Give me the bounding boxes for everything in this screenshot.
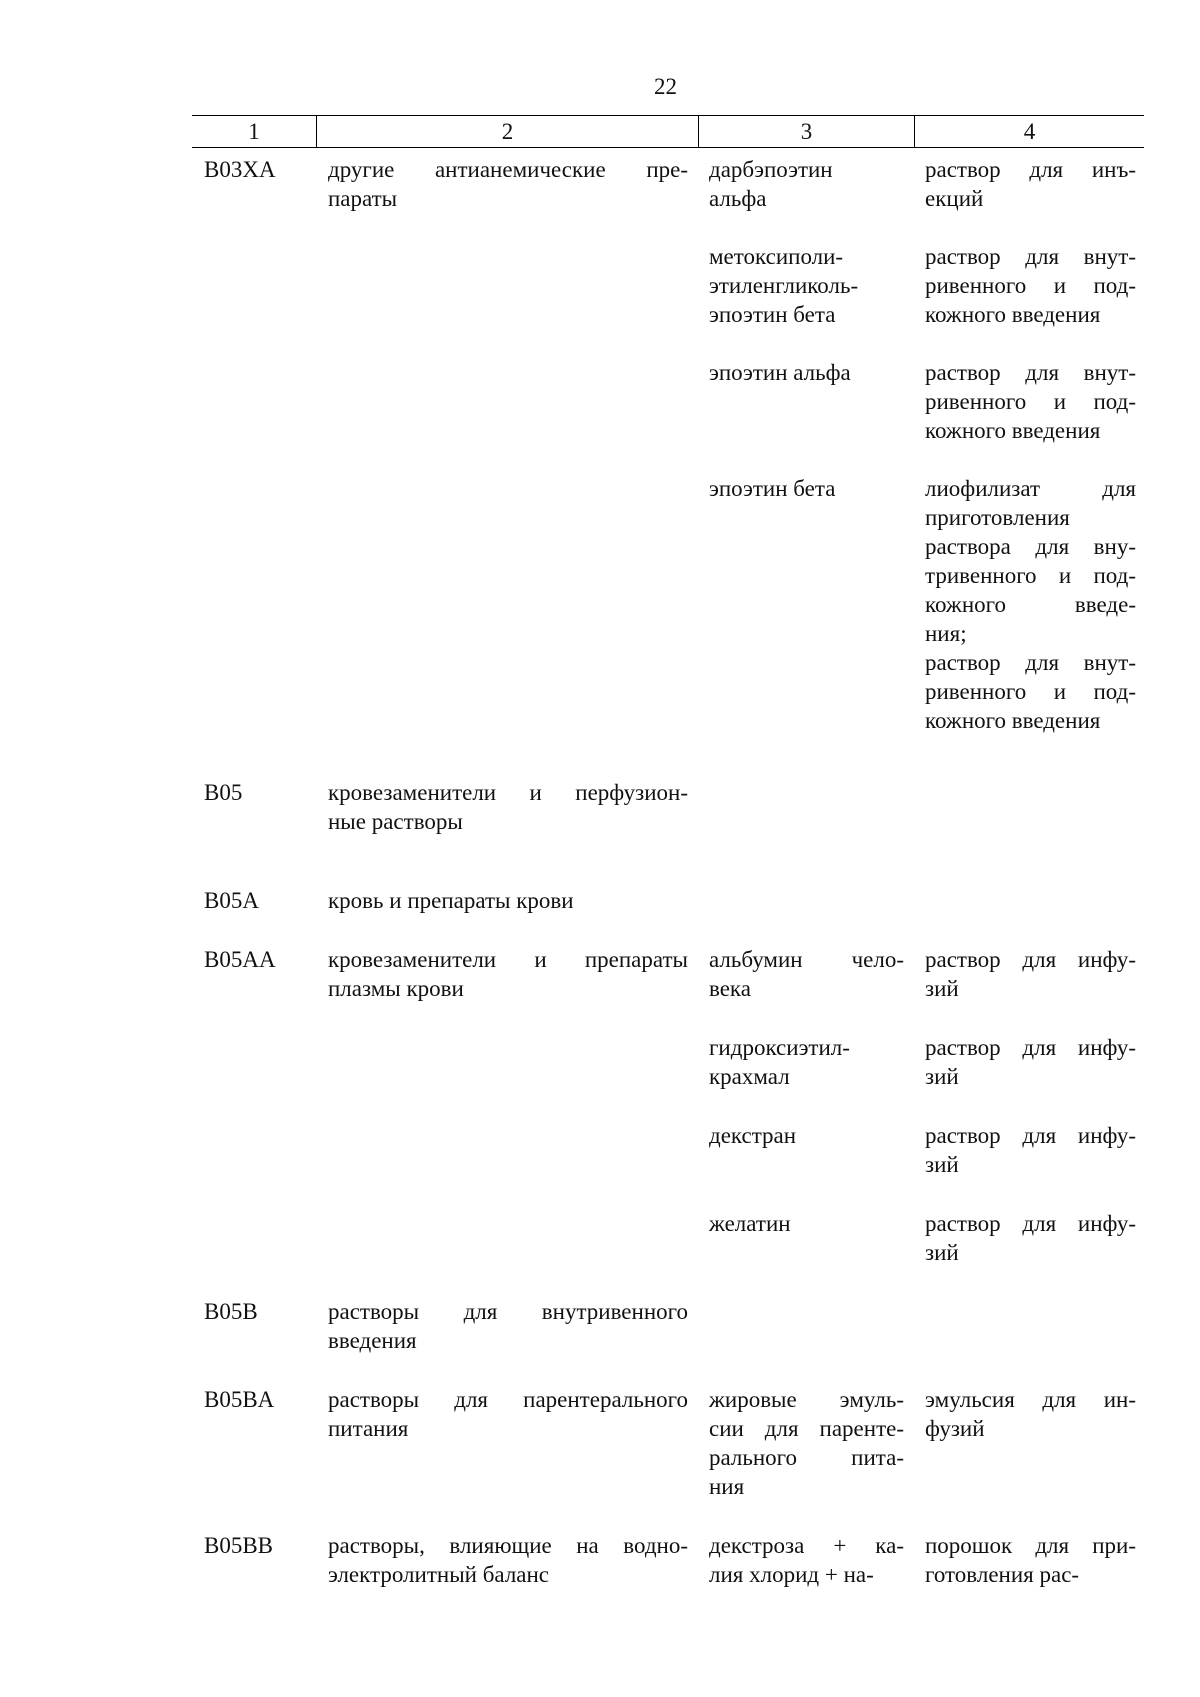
text-line: зий <box>925 1152 959 1177</box>
text-line: приготовления <box>925 505 1070 530</box>
text-line: кожного введе- <box>925 592 1136 617</box>
text-line: крахмал <box>709 1064 790 1089</box>
text-line: метоксиполи- <box>709 244 844 269</box>
text-line: дарбэпоэтин <box>709 157 833 182</box>
drug-name <box>698 1033 914 1091</box>
group-name <box>316 1385 698 1501</box>
text-line: эпоэтин бета <box>709 476 836 501</box>
drug-entry <box>698 945 1144 1003</box>
drug-entry <box>698 242 1144 329</box>
text-line: жировые эмуль- <box>709 1387 904 1412</box>
header-cell-1: 1 <box>248 119 260 144</box>
text-line: плазмы крови <box>328 976 464 1001</box>
text-line: раствор для внут- <box>925 244 1136 269</box>
dosage-form <box>914 474 1144 735</box>
text-line: екций <box>925 186 984 211</box>
drug-name <box>698 1121 914 1179</box>
text-line: фузий <box>925 1416 985 1441</box>
atc-code: B05AA <box>204 947 276 972</box>
atc-code: B05A <box>204 888 259 913</box>
text-line: кожного введения <box>925 418 1101 443</box>
drug-name <box>698 358 914 445</box>
text-line: ния; <box>925 621 967 646</box>
drug-name <box>698 155 914 213</box>
drug-entry <box>698 1385 1144 1501</box>
page-number: 22 <box>654 74 677 99</box>
drug-entry <box>698 1209 1144 1267</box>
drug-name <box>698 1209 914 1267</box>
atc-code: B03XA <box>204 157 276 182</box>
text-line: другие антианемические пре- <box>328 157 688 182</box>
drug-entry <box>698 1033 1144 1091</box>
atc-code: B05 <box>204 780 243 805</box>
text-line: ривенного и под- <box>925 389 1136 414</box>
text-line: эпоэтин бета <box>709 302 836 327</box>
drug-entry <box>698 1121 1144 1179</box>
drug-entries <box>698 1531 1144 1589</box>
group-name <box>316 778 698 836</box>
header-cell-3: 3 <box>698 116 914 147</box>
group-name <box>316 155 698 735</box>
text-line: параты <box>328 186 398 211</box>
text-line: кожного введения <box>925 302 1101 327</box>
drug-entry <box>698 474 1144 735</box>
text-line: ные растворы <box>328 809 463 834</box>
group-name <box>316 1531 698 1589</box>
atc-code: B05BB <box>204 1533 274 1558</box>
text-line: растворы для парентерального <box>328 1387 688 1412</box>
text-line: кровь и препараты крови <box>328 888 574 913</box>
table-row <box>192 1531 1144 1589</box>
drug-entries <box>698 1385 1144 1501</box>
text-line: зий <box>925 976 959 1001</box>
text-line: раствор для инфу- <box>925 1123 1136 1148</box>
text-line: сии для паренте- <box>709 1416 904 1441</box>
text-line: гидроксиэтил- <box>709 1035 850 1060</box>
dosage-form <box>914 1385 1144 1501</box>
drug-entry <box>698 155 1144 213</box>
drug-name <box>698 1531 914 1589</box>
table-row <box>192 155 1144 735</box>
text-line: растворы, влияющие на водно- <box>328 1533 688 1558</box>
text-line: этиленгликоль- <box>709 273 859 298</box>
text-line: рального пита- <box>709 1445 904 1470</box>
group-name <box>316 1297 698 1355</box>
text-line: кровезаменители и перфузион- <box>328 780 688 805</box>
text-line: альфа <box>709 186 767 211</box>
text-line: готовления рас- <box>925 1562 1080 1587</box>
dosage-form <box>914 945 1144 1003</box>
drug-name <box>698 242 914 329</box>
drug-entry <box>698 358 1144 445</box>
table-header <box>192 115 1144 148</box>
table-body <box>192 148 1144 1589</box>
dosage-form <box>914 242 1144 329</box>
text-line: ривенного и под- <box>925 679 1136 704</box>
text-line: эмульсия для ин- <box>925 1387 1136 1412</box>
text-line: эпоэтин альфа <box>709 360 851 385</box>
drug-entries <box>698 945 1144 1267</box>
group-name <box>316 886 698 915</box>
text-line: электролитный баланс <box>328 1562 550 1587</box>
text-line: введения <box>328 1328 417 1353</box>
text-line: зий <box>925 1240 959 1265</box>
dosage-form <box>914 1121 1144 1179</box>
dosage-form <box>914 155 1144 213</box>
group-name <box>316 945 698 1267</box>
text-line: кожного введения <box>925 708 1101 733</box>
drug-entries <box>698 155 1144 735</box>
text-line: тривенного и под- <box>925 563 1136 588</box>
text-line: зий <box>925 1064 959 1089</box>
table-row <box>192 1297 1144 1355</box>
table-row <box>192 886 1144 915</box>
drug-name <box>698 474 914 735</box>
text-line: раствор для инфу- <box>925 1035 1136 1060</box>
text-line: желатин <box>709 1211 791 1236</box>
dosage-form <box>914 1033 1144 1091</box>
text-line: питания <box>328 1416 409 1441</box>
document-table <box>192 115 1144 1589</box>
atc-code: B05B <box>204 1299 258 1324</box>
table-row <box>192 1385 1144 1501</box>
text-line: раствор для внут- <box>925 650 1136 675</box>
atc-code: B05BA <box>204 1387 275 1412</box>
text-line: декстроза + ка- <box>709 1533 904 1558</box>
table-row <box>192 778 1144 836</box>
text-line: декстран <box>709 1123 797 1148</box>
header-cell-2: 2 <box>316 116 698 147</box>
text-line: растворы для внутривенного <box>328 1299 688 1324</box>
drug-name <box>698 945 914 1003</box>
text-line: века <box>709 976 751 1001</box>
dosage-form <box>914 1209 1144 1267</box>
text-line: ривенного и под- <box>925 273 1136 298</box>
text-line: раствор для инфу- <box>925 1211 1136 1236</box>
text-line: кровезаменители и препараты <box>328 947 688 972</box>
text-line: раствор для инфу- <box>925 947 1136 972</box>
text-line: раствора для вну- <box>925 534 1136 559</box>
dosage-form <box>914 358 1144 445</box>
text-line: лиофилизат для <box>925 476 1136 501</box>
text-line: альбумин чело- <box>709 947 904 972</box>
dosage-form <box>914 1531 1144 1589</box>
text-line: раствор для инъ- <box>925 157 1136 182</box>
text-line: ния <box>709 1474 745 1499</box>
text-line: порошок для при- <box>925 1533 1136 1558</box>
text-line: раствор для внут- <box>925 360 1136 385</box>
table-row <box>192 945 1144 1267</box>
text-line: лия хлорид + на- <box>709 1562 874 1587</box>
drug-entry <box>698 1531 1144 1589</box>
header-cell-4: 4 <box>914 116 1144 147</box>
drug-name <box>698 1385 914 1501</box>
